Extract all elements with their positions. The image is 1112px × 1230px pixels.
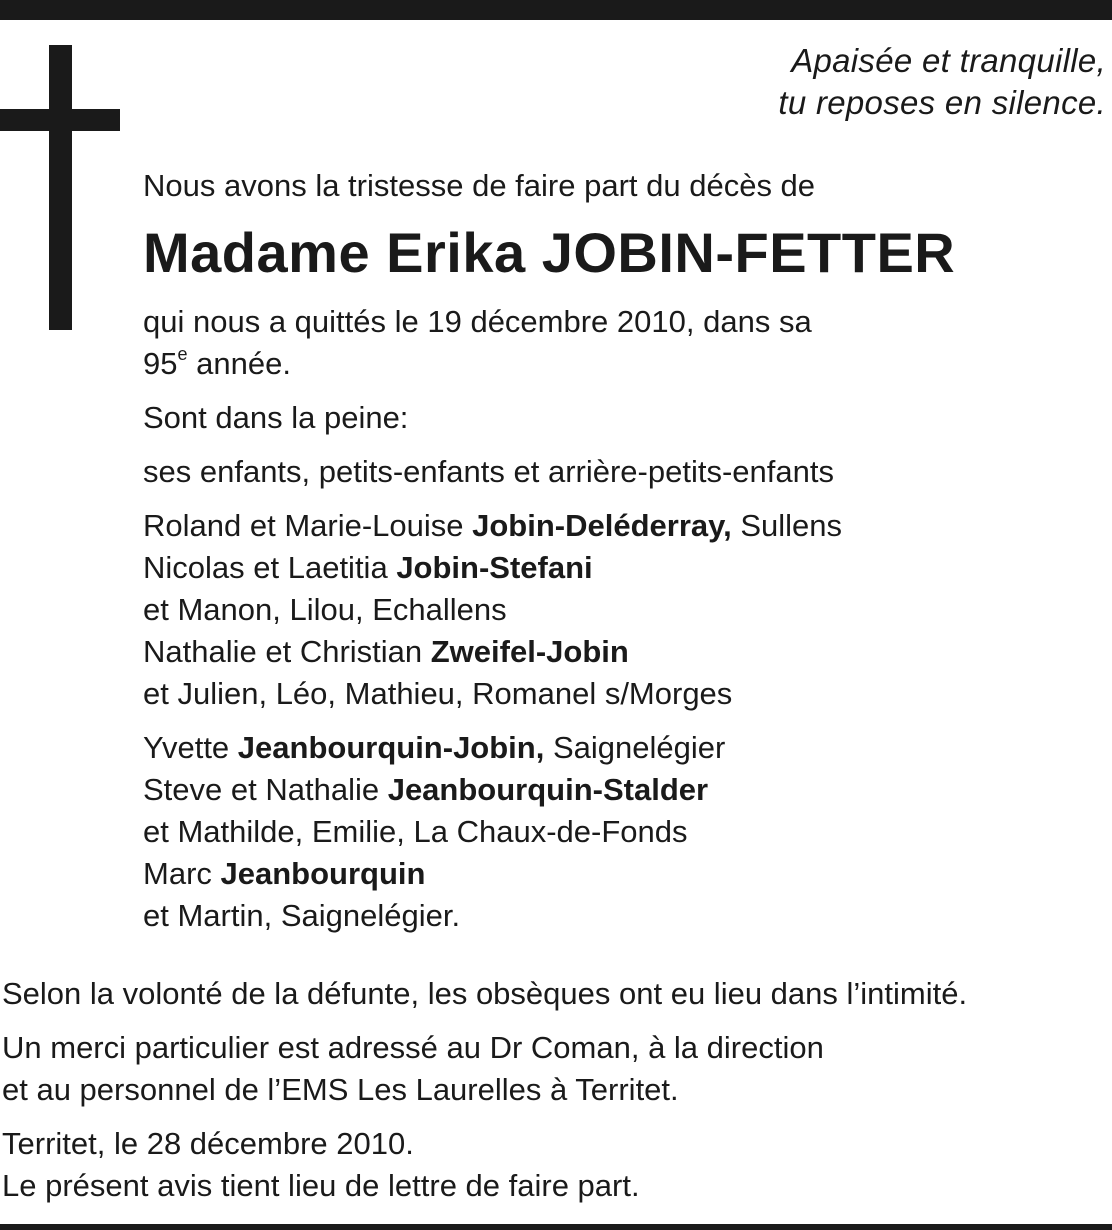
family-line: et Julien, Léo, Mathieu, Romanel s/Morges — [143, 676, 733, 711]
age-number: 95 — [143, 346, 178, 381]
death-date-text: qui nous a quittés le 19 décembre 2010, dans sa — [143, 304, 812, 339]
age-suffix: e — [177, 344, 188, 364]
age-word: année. — [187, 346, 291, 381]
bottom-rule — [0, 1224, 1112, 1230]
family-line: Marc Jeanbourquin — [143, 856, 426, 891]
epigraph-line-1: Apaisée et tranquille, — [791, 42, 1106, 79]
family-group-2 — [143, 727, 1103, 937]
family-line: Steve et Nathalie Jeanbourquin-Stalder — [143, 772, 709, 807]
family-line: et Manon, Lilou, Echallens — [143, 592, 507, 627]
cross-vertical-bar — [49, 45, 72, 330]
family-group-1 — [143, 505, 1103, 715]
family-line: Nicolas et Laetitia Jobin-Stefani — [143, 550, 593, 585]
place-date: Territet, le 28 décembre 2010. — [2, 1126, 414, 1161]
age-text — [143, 343, 1103, 385]
family-line: et Martin, Saignelégier. — [143, 898, 461, 933]
family-line: Yvette Jeanbourquin-Jobin, Saignelégier — [143, 730, 726, 765]
thanks-line-1: Un merci particulier est adressé au Dr Coman, à la direction — [2, 1030, 824, 1065]
cross-horizontal-bar — [0, 109, 120, 131]
notice-text: Le présent avis tient lieu de lettre de faire part. — [2, 1168, 640, 1203]
footer-text — [2, 973, 1102, 1207]
thanks-line-2: et au personnel de l’EMS Les Laurelles à Territet. — [2, 1072, 679, 1107]
mourners-heading: Sont dans la peine: — [143, 400, 409, 435]
family-line: Roland et Marie-Louise Jobin-Deléderray, Sullens — [143, 508, 842, 543]
intro-text: Nous avons la tristesse de faire part du décès de — [143, 168, 816, 203]
family-line: et Mathilde, Emilie, La Chaux-de-Fonds — [143, 814, 688, 849]
funeral-note: Selon la volonté de la défunte, les obsèques ont eu lieu dans l’intimité. — [2, 976, 968, 1011]
descendants-text: ses enfants, petits-enfants et arrière-petits-enfants — [143, 454, 834, 489]
family-line: Nathalie et Christian Zweifel-Jobin — [143, 634, 629, 669]
epigraph — [778, 40, 1106, 124]
announcement-body — [143, 165, 1103, 937]
deceased-name: Madame Erika JOBIN-FETTER — [143, 221, 956, 284]
top-rule — [0, 0, 1112, 20]
epigraph-line-2: tu reposes en silence. — [778, 84, 1106, 121]
